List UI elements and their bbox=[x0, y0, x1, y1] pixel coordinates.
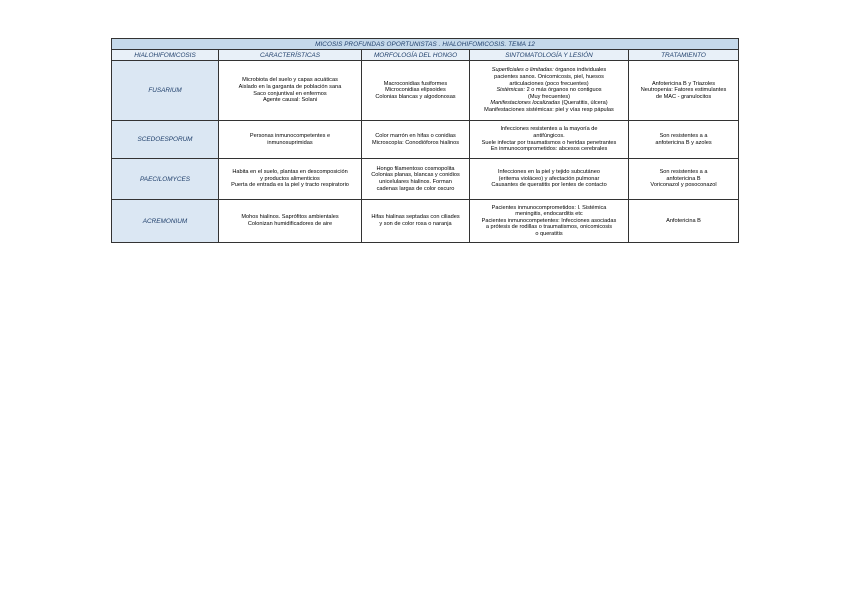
cell-line: a prótesis de rodillas o traumatismos, onicomicosis bbox=[485, 224, 613, 231]
cell-line: Habita en el suelo, plantas en descomposición bbox=[232, 169, 348, 176]
cell-line: Microbiota del suelo y capas acuáticas bbox=[242, 77, 338, 84]
sintomatologia-cell bbox=[470, 61, 629, 121]
caracteristicas-cell bbox=[219, 159, 362, 200]
italic-label: Superficiales o limitadas: bbox=[491, 67, 554, 74]
row-name-paecilomyces: PAECILOMYCES bbox=[112, 159, 219, 200]
cell-line: Causantes de queratitis por lentes de contacto bbox=[491, 182, 607, 189]
cell-line: Aislado en la garganta de población sana bbox=[238, 83, 342, 90]
cell-line: cadenas largas de color oscuro bbox=[376, 185, 455, 192]
cell-line: Microscopía: Conodióforos hialinos bbox=[371, 139, 460, 146]
morfologia-cell bbox=[362, 121, 470, 159]
italic-label: Manifestaciones localizadas bbox=[490, 100, 561, 107]
sintomatologia-cell bbox=[470, 200, 629, 243]
cell-line: Agente causal: Solani bbox=[262, 97, 318, 104]
italic-label: Sistémicas: bbox=[496, 87, 526, 94]
cell-line bbox=[473, 87, 625, 94]
header-sintomatologia: SINTOMATOLOGÍA Y LESIÓN bbox=[470, 50, 629, 61]
cell-line: y productos alimenticios bbox=[260, 175, 320, 182]
caracteristicas-cell bbox=[219, 200, 362, 243]
table-row-fusarium bbox=[112, 61, 739, 121]
cell-line: o queratitis bbox=[535, 230, 563, 237]
cell-line: Pacientes inmunocompetentes: Infecciones asociadas bbox=[481, 217, 617, 224]
cell-line: meningitis, endocarditis etc bbox=[515, 211, 583, 218]
cell-line bbox=[473, 100, 625, 107]
caracteristicas-cell bbox=[219, 61, 362, 121]
table-row-paecilomyces bbox=[112, 159, 739, 200]
cell-line: Colonias planas, blancas y conidios bbox=[371, 172, 460, 179]
cell-line: pacientes sanos. Onicomicosis, piel, huesos bbox=[494, 74, 604, 81]
table-row-acremonium bbox=[112, 200, 739, 243]
row-name-fusarium: FUSARIUM bbox=[112, 61, 219, 121]
sintomatologia-cell bbox=[470, 159, 629, 200]
cell-line: inmunosuprimidas bbox=[267, 139, 313, 146]
row-name-scedoesporum: SCEDOESPORUM bbox=[112, 121, 219, 159]
table-row-scedoesporum bbox=[112, 121, 739, 159]
cell-line: Son resistentes a a bbox=[659, 169, 708, 176]
tratamiento-cell bbox=[629, 121, 739, 159]
cell-line: Manifestaciones sistémicas: piel y vías resp pápulas bbox=[484, 106, 614, 113]
cell-line: Microconidias elipsoides bbox=[385, 87, 446, 94]
morfologia-cell bbox=[362, 61, 470, 121]
cell-line: Infecciones resistentes a la mayoría de bbox=[500, 126, 598, 133]
caracteristicas-cell bbox=[219, 121, 362, 159]
cell-line: Hifas hialinas septadas con ciliades bbox=[371, 214, 460, 221]
cell-line: Infecciones en la piel y tejido subcutáneo bbox=[498, 169, 600, 176]
cell-line: Mohos hialinos. Saprófitos ambientales bbox=[241, 214, 339, 221]
cell-line: Suele infectar por traumatismos o heridas penetrantes bbox=[481, 139, 617, 146]
cell-line: Saco conjuntival en enfermos bbox=[253, 90, 327, 97]
cell-text: órganos individuales bbox=[553, 67, 607, 74]
cell-line: Anfotericina B bbox=[666, 217, 701, 224]
micosis-table bbox=[111, 38, 739, 243]
cell-line: Color marrón en hifas o conidias bbox=[375, 132, 456, 139]
tratamiento-cell bbox=[629, 159, 739, 200]
cell-line: Neutropenia: Fatores estimulantes bbox=[640, 87, 727, 94]
cell-line: Colonizan humidificadores de aire bbox=[247, 221, 333, 227]
cell-text: 2 o más órganos no contiguos bbox=[525, 87, 602, 94]
cell-line: Anfotericina B y Triazoles bbox=[651, 80, 716, 87]
header-tratamiento: TRATAMIENTO bbox=[629, 50, 739, 61]
header-hialohifomicosis: HIALOHIFOMICOSIS bbox=[112, 50, 219, 61]
cell-line: antifúngicos. bbox=[533, 132, 565, 139]
cell-line: anfotericina B bbox=[666, 175, 701, 182]
cell-line: y son de color rosa o naranja bbox=[379, 221, 452, 227]
row-name-acremonium: ACREMONIUM bbox=[112, 200, 219, 243]
cell-line: Hongo filamentoso cosmopolita bbox=[376, 165, 455, 172]
cell-line: Macroconidias fusiformes bbox=[383, 80, 448, 87]
tratamiento-cell bbox=[629, 61, 739, 121]
micosis-table-sheet bbox=[111, 38, 738, 243]
header-morfologia: MORFOLOGÍA DEL HONGO bbox=[362, 50, 470, 61]
cell-line: anfotericina B y azoles bbox=[655, 139, 712, 146]
cell-line: Colonias blancas y algodonosas bbox=[375, 93, 456, 100]
cell-line: (Muy frecuentes) bbox=[528, 93, 570, 100]
cell-line: Pacientes inmunocomprometidos: I. Sistémica bbox=[491, 204, 607, 211]
header-caracteristicas: CARACTERÍSTICAS bbox=[219, 50, 362, 61]
cell-line: unicelulares hialinos. Forman bbox=[379, 179, 452, 185]
morfologia-cell bbox=[362, 159, 470, 200]
cell-line: (eritema violáceo) y afectación pulmonar bbox=[498, 175, 600, 182]
morfologia-cell bbox=[362, 200, 470, 243]
cell-line bbox=[473, 67, 625, 74]
cell-line: En inmunocomprometidos: abcesos cerebrales bbox=[490, 146, 608, 153]
cell-text: (Queratitis, úlcera) bbox=[560, 100, 608, 107]
sintomatologia-cell bbox=[470, 121, 629, 159]
tratamiento-cell bbox=[629, 200, 739, 243]
cell-line: Puerta de entrada es la piel y tracto respiratorio bbox=[231, 182, 349, 189]
cell-line: articulaciones (poco frecuentes) bbox=[509, 80, 589, 87]
cell-line: Son resistentes a a bbox=[659, 132, 708, 139]
cell-line: Personas inmunocompetentes e bbox=[249, 132, 331, 139]
cell-line: de MAC - granulocitos bbox=[655, 93, 712, 100]
table-title: MICOSIS PROFUNDAS OPORTUNISTAS . HIALOHIFOMICOSIS. TEMA 12 bbox=[112, 39, 739, 50]
cell-line: Voriconazol y posoconazol bbox=[650, 182, 717, 189]
